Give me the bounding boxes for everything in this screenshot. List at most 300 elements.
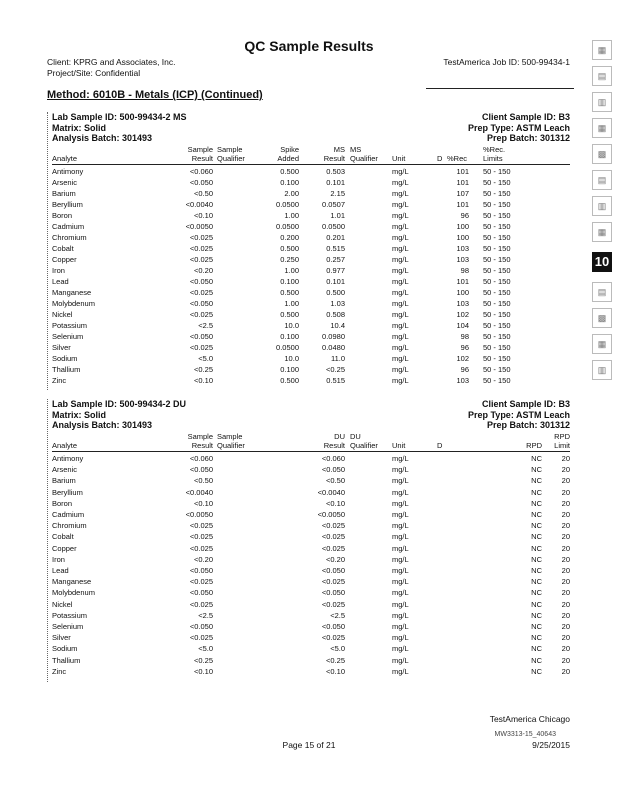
- ms-result-cell: 2.15: [330, 189, 345, 198]
- unit-cell: mg/L: [392, 310, 409, 319]
- spike-added-cell: 0.200: [280, 233, 299, 242]
- ms-result-cell: 0.977: [326, 266, 345, 275]
- ms-result-cell: 0.101: [326, 178, 345, 187]
- table-header-rule: [52, 451, 570, 452]
- col-sample-qualifier: [217, 145, 245, 163]
- rpd-limit-cell: 20: [561, 666, 570, 676]
- table-row: [47, 200, 570, 210]
- spike-added-cell: 0.100: [280, 178, 299, 187]
- sample-result-cell: <0.050: [189, 622, 213, 631]
- analyte-cell: Boron: [52, 211, 73, 220]
- spike-added-cell: 1.00: [284, 299, 299, 308]
- project-site: Project/Site: Confidential: [47, 68, 141, 78]
- unit-cell: mg/L: [392, 566, 409, 575]
- section-tab[interactable]: ▦: [592, 222, 612, 242]
- unit-cell: mg/L: [392, 633, 409, 643]
- ms-result-cell: 0.0980: [322, 332, 345, 341]
- col-rec: %Rec: [447, 154, 468, 163]
- rec-cell: 102: [456, 310, 469, 319]
- unit-cell: mg/L: [392, 233, 409, 242]
- table-row: [47, 611, 570, 621]
- analyte-cell: Molybdenum: [52, 299, 95, 308]
- rpd-limit-cell: 20: [561, 622, 570, 631]
- table-row: [47, 266, 570, 276]
- table-row: [47, 622, 570, 632]
- analyte-cell: Boron: [52, 498, 73, 508]
- spike-added-cell: 10.0: [284, 354, 299, 363]
- analyte-cell: Cobalt: [52, 244, 74, 253]
- table-row: [47, 233, 570, 243]
- analyte-cell: Thallium: [52, 365, 81, 374]
- table-row: [47, 656, 570, 666]
- rpd-limit-cell: 20: [561, 633, 570, 643]
- limits-cell: 50 - 150: [483, 332, 511, 341]
- unit-cell: mg/L: [392, 577, 409, 587]
- rec-cell: 101: [456, 178, 469, 187]
- analyte-cell: Beryllium: [52, 200, 83, 209]
- header-rule: [426, 88, 574, 89]
- table-row: [47, 488, 570, 498]
- section-tab-active[interactable]: 10: [592, 252, 612, 272]
- rec-cell: 100: [456, 288, 469, 297]
- analyte-cell: Nickel: [52, 599, 73, 609]
- header-left: [47, 57, 176, 79]
- spike-added-cell: 0.0500: [276, 222, 299, 231]
- analyte-cell: Barium: [52, 189, 76, 198]
- ms-result-cell: 0.515: [326, 244, 345, 253]
- du-result-cell: <0.025: [321, 633, 345, 643]
- analyte-cell: Selenium: [52, 332, 84, 341]
- rpd-cell: NC: [531, 532, 542, 542]
- section-tab[interactable]: ▥: [592, 360, 612, 380]
- section-tab[interactable]: ▦: [592, 118, 612, 138]
- rpd-cell: NC: [531, 554, 542, 564]
- limits-cell: 50 - 150: [483, 343, 511, 352]
- ms-result-cell: 1.03: [330, 299, 345, 308]
- unit-cell: mg/L: [392, 454, 409, 463]
- sample-result-cell: <0.10: [194, 666, 213, 676]
- sample-result-cell: <0.0050: [185, 510, 213, 519]
- analyte-cell: Lead: [52, 566, 69, 575]
- rpd-cell: NC: [531, 476, 542, 486]
- table-row: [47, 189, 570, 199]
- rpd-limit-cell: 20: [561, 476, 570, 486]
- table-row: [47, 577, 570, 587]
- table-row: [47, 667, 570, 677]
- analyte-cell: Arsenic: [52, 465, 78, 475]
- unit-cell: mg/L: [392, 599, 409, 609]
- col-rec-limits: [483, 145, 505, 163]
- du-result-cell: <0.025: [321, 532, 345, 542]
- rec-cell: 101: [456, 167, 469, 176]
- unit-cell: mg/L: [392, 200, 409, 209]
- table-row: [47, 255, 570, 265]
- limits-cell: 50 - 150: [483, 222, 511, 231]
- ms-client-sample-id: Client Sample ID: B3: [481, 112, 570, 122]
- unit-cell: mg/L: [392, 666, 409, 676]
- analyte-cell: Lead: [52, 277, 69, 286]
- section-tab[interactable]: ▥: [592, 196, 612, 216]
- unit-cell: mg/L: [392, 554, 409, 564]
- rec-cell: 100: [456, 233, 469, 242]
- du-result-cell: <0.050: [321, 566, 345, 575]
- section-tab[interactable]: ▩: [592, 308, 612, 328]
- unit-cell: mg/L: [392, 299, 409, 308]
- rec-cell: 102: [456, 354, 469, 363]
- limits-cell: 50 - 150: [483, 200, 511, 209]
- unit-cell: mg/L: [392, 343, 409, 352]
- limits-cell: 50 - 150: [483, 376, 511, 385]
- col-sample-qualifier: [217, 432, 245, 450]
- spike-added-cell: 0.500: [280, 376, 299, 385]
- table-row: [47, 299, 570, 309]
- table-row: [47, 600, 570, 610]
- section-tab[interactable]: ▤: [592, 66, 612, 86]
- sample-result-cell: <5.0: [198, 644, 213, 654]
- unit-cell: mg/L: [392, 588, 409, 598]
- col-label: Qualifier: [350, 441, 378, 450]
- limits-cell: 50 - 150: [483, 321, 511, 330]
- rpd-cell: NC: [531, 633, 542, 643]
- analyte-cell: Antimony: [52, 167, 84, 176]
- col-sample-result: [167, 145, 213, 163]
- ms-section: [47, 112, 570, 392]
- table-row: [47, 277, 570, 287]
- sample-result-cell: <0.025: [189, 521, 213, 531]
- col-label: Spike: [280, 145, 299, 154]
- limits-cell: 50 - 150: [483, 288, 511, 297]
- ms-result-cell: 0.0500: [322, 222, 345, 231]
- col-du-qualifier: [350, 432, 378, 450]
- rec-cell: 98: [460, 332, 469, 341]
- spike-added-cell: 0.0500: [276, 200, 299, 209]
- limits-cell: 50 - 150: [483, 233, 511, 242]
- limits-cell: 50 - 150: [483, 299, 511, 308]
- sample-result-cell: <0.025: [189, 244, 213, 253]
- footer-doc-code: MW3313-15_40643: [494, 731, 556, 738]
- sample-result-cell: <2.5: [198, 321, 213, 330]
- table-row: [47, 566, 570, 576]
- du-client-sample-id: Client Sample ID: B3: [481, 399, 570, 409]
- du-result-cell: <0.25: [326, 655, 345, 665]
- rpd-limit-cell: 20: [561, 644, 570, 654]
- rpd-cell: NC: [531, 610, 542, 620]
- analyte-cell: Iron: [52, 266, 65, 275]
- analyte-cell: Silver: [52, 633, 71, 643]
- analyte-cell: Cadmium: [52, 222, 85, 231]
- spike-added-cell: 1.00: [284, 211, 299, 220]
- analyte-cell: Potassium: [52, 610, 88, 620]
- sample-result-cell: <0.50: [194, 189, 213, 198]
- spike-added-cell: 0.500: [280, 310, 299, 319]
- rec-cell: 103: [456, 255, 469, 264]
- sample-result-cell: <0.025: [189, 633, 213, 643]
- rpd-limit-cell: 20: [561, 566, 570, 575]
- section-tab[interactable]: ▩: [592, 144, 612, 164]
- col-label: Qualifier: [217, 154, 245, 163]
- table-row: [47, 521, 570, 531]
- analyte-cell: Chromium: [52, 233, 87, 242]
- sample-result-cell: <0.10: [194, 211, 213, 220]
- analyte-cell: Thallium: [52, 655, 81, 665]
- ms-prep-type: Prep Type: ASTM Leach: [467, 122, 570, 133]
- col-ms-result: [315, 145, 345, 163]
- limits-cell: 50 - 150: [483, 310, 511, 319]
- col-label: MS: [350, 145, 362, 154]
- col-label: Sample: [187, 145, 213, 154]
- rpd-cell: NC: [531, 577, 542, 587]
- table-row: [47, 211, 570, 221]
- limits-cell: 50 - 150: [483, 266, 511, 275]
- client-name: Client: KPRG and Associates, Inc.: [47, 57, 176, 67]
- sample-result-cell: <0.025: [189, 343, 213, 352]
- unit-cell: mg/L: [392, 644, 409, 654]
- du-result-cell: <0.50: [326, 476, 345, 486]
- col-d: D: [437, 441, 443, 450]
- col-unit: Unit: [392, 154, 406, 163]
- table-row: [47, 310, 570, 320]
- unit-cell: mg/L: [392, 277, 409, 286]
- section-tab[interactable]: ▥: [592, 92, 612, 112]
- limits-cell: 50 - 150: [483, 167, 511, 176]
- analyte-cell: Potassium: [52, 321, 88, 330]
- du-result-cell: <0.025: [321, 577, 345, 587]
- ms-matrix: Matrix: Solid: [52, 122, 107, 133]
- sample-result-cell: <0.10: [194, 376, 213, 385]
- col-label: Result: [191, 441, 213, 450]
- unit-cell: mg/L: [392, 521, 409, 531]
- sample-result-cell: <0.025: [189, 288, 213, 297]
- rpd-limit-cell: 20: [561, 588, 570, 598]
- limits-cell: 50 - 150: [483, 255, 511, 264]
- sample-result-cell: <0.10: [194, 498, 213, 508]
- table-row: [47, 555, 570, 565]
- unit-cell: mg/L: [392, 655, 409, 665]
- sample-result-cell: <0.050: [189, 566, 213, 575]
- du-result-cell: <2.5: [330, 610, 345, 620]
- job-id: TestAmerica Job ID: 500-99434-1: [443, 57, 570, 67]
- col-label: Qualifier: [217, 441, 245, 450]
- sample-result-cell: <0.25: [194, 655, 213, 665]
- table-row: [47, 454, 570, 464]
- analyte-cell: Arsenic: [52, 178, 78, 187]
- analyte-cell: Copper: [52, 255, 77, 264]
- du-result-cell: <0.20: [326, 554, 345, 564]
- du-result-cell: <0.025: [321, 521, 345, 531]
- rec-cell: 96: [460, 211, 469, 220]
- analyte-cell: Iron: [52, 554, 65, 564]
- table-row: [47, 465, 570, 475]
- unit-cell: mg/L: [392, 211, 409, 220]
- rpd-limit-cell: 20: [561, 465, 570, 475]
- rpd-cell: NC: [531, 498, 542, 508]
- table-row: [47, 167, 570, 177]
- table-row: [47, 476, 570, 486]
- du-result-cell: <0.10: [326, 498, 345, 508]
- rpd-limit-cell: 20: [561, 554, 570, 564]
- unit-cell: mg/L: [392, 288, 409, 297]
- unit-cell: mg/L: [392, 178, 409, 187]
- col-ms-qualifier: [350, 145, 378, 163]
- analyte-cell: Nickel: [52, 310, 73, 319]
- sample-result-cell: <0.20: [194, 554, 213, 564]
- footer-date: 9/25/2015: [532, 740, 570, 750]
- col-du-result: [315, 432, 345, 450]
- col-label: Result: [323, 441, 345, 450]
- table-header-rule: [52, 164, 570, 165]
- rpd-cell: NC: [531, 644, 542, 654]
- limits-cell: 50 - 150: [483, 189, 511, 198]
- table-row: [47, 644, 570, 654]
- rpd-limit-cell: 20: [561, 454, 570, 463]
- rpd-limit-cell: 20: [561, 521, 570, 531]
- ms-result-cell: 11.0: [330, 354, 345, 363]
- du-result-cell: <0.025: [321, 543, 345, 553]
- sample-result-cell: <0.0040: [185, 487, 213, 497]
- limits-cell: 50 - 150: [483, 365, 511, 374]
- rpd-cell: NC: [531, 655, 542, 665]
- du-result-cell: <5.0: [330, 644, 345, 654]
- sample-result-cell: <0.050: [189, 332, 213, 341]
- sample-result-cell: <0.050: [189, 465, 213, 475]
- table-row: [47, 499, 570, 509]
- rec-cell: 101: [456, 277, 469, 286]
- table-row: [47, 321, 570, 331]
- rec-cell: 96: [460, 343, 469, 352]
- col-label: Qualifier: [350, 154, 378, 163]
- analyte-cell: Sodium: [52, 354, 78, 363]
- sample-result-cell: <0.25: [194, 365, 213, 374]
- rec-cell: 103: [456, 244, 469, 253]
- sample-result-cell: <0.025: [189, 255, 213, 264]
- sample-result-cell: <0.050: [189, 588, 213, 598]
- unit-cell: mg/L: [392, 487, 409, 497]
- ms-result-cell: 0.257: [326, 255, 345, 264]
- du-analysis-batch: Analysis Batch: 301493: [52, 420, 153, 430]
- du-result-cell: <0.050: [321, 622, 345, 631]
- col-label: MS: [333, 145, 345, 154]
- rpd-cell: NC: [531, 465, 542, 475]
- col-label: Limit: [554, 441, 570, 450]
- rpd-cell: NC: [531, 510, 542, 519]
- col-d: D: [437, 154, 443, 163]
- sample-result-cell: <0.0050: [185, 222, 213, 231]
- col-rpd-limit: [547, 432, 570, 450]
- sample-result-cell: <0.20: [194, 266, 213, 275]
- du-result-cell: <0.025: [321, 599, 345, 609]
- table-row: [47, 376, 570, 386]
- analyte-cell: Silver: [52, 343, 71, 352]
- du-matrix: Matrix: Solid: [52, 409, 107, 420]
- ms-result-cell: 0.0507: [322, 200, 345, 209]
- rpd-cell: NC: [531, 454, 542, 463]
- analyte-cell: Manganese: [52, 288, 92, 297]
- col-spike-added: [267, 145, 299, 163]
- col-label: Added: [277, 154, 299, 163]
- du-result-cell: <0.060: [321, 454, 345, 463]
- table-row: [47, 354, 570, 364]
- col-label: %Rec.: [483, 145, 506, 154]
- table-row: [47, 343, 570, 353]
- sample-result-cell: <0.025: [189, 532, 213, 542]
- ms-result-cell: 0.101: [326, 277, 345, 286]
- ms-result-cell: 1.01: [330, 211, 345, 220]
- unit-cell: mg/L: [392, 610, 409, 620]
- table-row: [47, 588, 570, 598]
- unit-cell: mg/L: [392, 255, 409, 264]
- unit-cell: mg/L: [392, 510, 409, 519]
- section-tab[interactable]: ▤: [592, 170, 612, 190]
- rpd-limit-cell: 20: [561, 510, 570, 519]
- unit-cell: mg/L: [392, 532, 409, 542]
- table-row: [47, 532, 570, 542]
- unit-cell: mg/L: [392, 476, 409, 486]
- rpd-cell: NC: [531, 487, 542, 497]
- ms-result-cell: 0.201: [326, 233, 345, 242]
- table-row: [47, 510, 570, 520]
- rpd-limit-cell: 20: [561, 599, 570, 609]
- rpd-cell: NC: [531, 599, 542, 609]
- spike-added-cell: 0.100: [280, 365, 299, 374]
- analyte-cell: Copper: [52, 543, 77, 553]
- rpd-cell: NC: [531, 622, 542, 631]
- analyte-cell: Chromium: [52, 521, 87, 531]
- sample-result-cell: <0.060: [189, 167, 213, 176]
- col-label: Result: [323, 154, 345, 163]
- sample-result-cell: <0.025: [189, 543, 213, 553]
- analyte-cell: Manganese: [52, 577, 92, 587]
- col-label: RPD: [554, 432, 570, 441]
- unit-cell: mg/L: [392, 321, 409, 330]
- spike-added-cell: 0.500: [280, 167, 299, 176]
- ms-result-cell: 0.0480: [322, 343, 345, 352]
- sample-result-cell: <0.060: [189, 454, 213, 463]
- col-label: DU: [350, 432, 361, 441]
- section-tab[interactable]: ▦: [592, 40, 612, 60]
- table-row: [47, 288, 570, 298]
- analyte-cell: Molybdenum: [52, 588, 95, 598]
- sample-result-cell: <0.025: [189, 577, 213, 587]
- spike-added-cell: 1.00: [284, 266, 299, 275]
- du-result-cell: <0.050: [321, 588, 345, 598]
- col-label: Sample: [217, 145, 243, 154]
- unit-cell: mg/L: [392, 622, 409, 631]
- ms-result-cell: 10.4: [330, 321, 345, 330]
- table-row: [47, 544, 570, 554]
- ms-analysis-batch: Analysis Batch: 301493: [52, 133, 153, 143]
- rec-cell: 103: [456, 299, 469, 308]
- section-tab[interactable]: ▤: [592, 282, 612, 302]
- method-title: Method: 6010B - Metals (ICP) (Continued): [47, 89, 263, 101]
- page-title: QC Sample Results: [244, 38, 374, 54]
- col-sample-result: [167, 432, 213, 450]
- ms-result-cell: 0.503: [326, 167, 345, 176]
- unit-cell: mg/L: [392, 354, 409, 363]
- section-tab[interactable]: ▦: [592, 334, 612, 354]
- rpd-limit-cell: 20: [561, 577, 570, 587]
- rec-cell: 96: [460, 365, 469, 374]
- du-result-cell: <0.0040: [317, 487, 345, 497]
- sample-result-cell: <0.050: [189, 299, 213, 308]
- rpd-limit-cell: 20: [561, 655, 570, 665]
- unit-cell: mg/L: [392, 365, 409, 374]
- spike-added-cell: 2.00: [284, 189, 299, 198]
- col-analyte: Analyte: [52, 441, 78, 450]
- col-label: Result: [191, 154, 213, 163]
- spike-added-cell: 0.0500: [276, 343, 299, 352]
- analyte-cell: Barium: [52, 476, 76, 486]
- table-row: [47, 244, 570, 254]
